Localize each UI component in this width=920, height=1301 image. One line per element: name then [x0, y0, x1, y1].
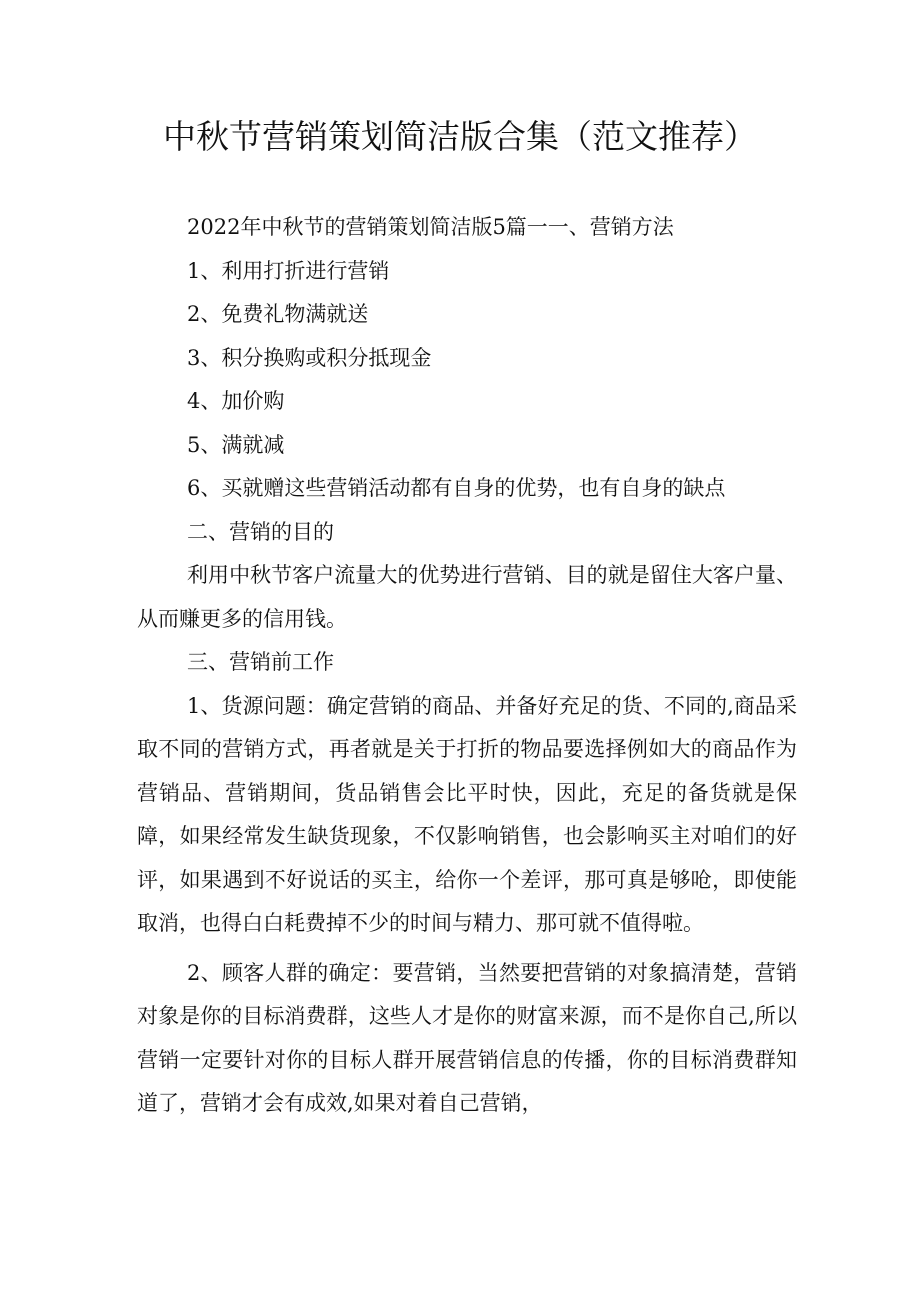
paragraph-method-5: 5、满就减 [187, 432, 285, 457]
paragraph-method-4: 4、加价购 [187, 389, 285, 413]
paragraph-method-1: 1、利用打折进行营销 [187, 258, 390, 283]
paragraph-customers: 2、顾客人群的确定：要营销，当然要把营销的对象搞清楚，营销对象是你的目标消费群，这些人才是你的财富来源，而不是你自己,所以营销一定要针对你的目标人群开展营销信息的传播，你的目标消费群知道了，营销才会有成效,如果对着自己营销， [137, 960, 797, 1115]
paragraph-method-3: 3、积分换购或积分抵现金 [187, 345, 432, 370]
paragraph-intro: 2022年中秋节的营销策划简洁版5篇一一、营销方法 [187, 215, 674, 239]
paragraph-method-2: 2、免费礼物满就送 [187, 302, 369, 326]
document-body [137, 206, 797, 1126]
paragraph-supply: 1、货源问题：确定营销的商品、并备好充足的货、不同的,商品采取不同的营销方式，再者就是关于打折的物品要选择例如大的商品作为营销品、营销期间，货品销售会比平时快，因此，充足的备货就是保障，如果经常发生缺货现象，不仅影响销售，也会影响买主对咱们的好评，如果遇到不好说话的买主，给你一个差评，那可真是够呛，即使能取消，也得白白耗费掉不少的时间与精力、那可就不值得啦。 [137, 693, 797, 935]
paragraph-method-6: 6、买就赠这些营销活动都有自身的优势，也有自身的缺点 [187, 476, 726, 500]
paragraph-purpose: 利用中秋节客户流量大的优势进行营销、目的就是留住大客户量、从而赚更多的信用钱。 [137, 563, 797, 631]
section-heading-preparation: 三、营销前工作 [187, 650, 334, 674]
document-title: 中秋节营销策划简洁版合集（范文推荐） [163, 117, 757, 156]
section-heading-purpose: 二、营销的目的 [187, 519, 334, 544]
